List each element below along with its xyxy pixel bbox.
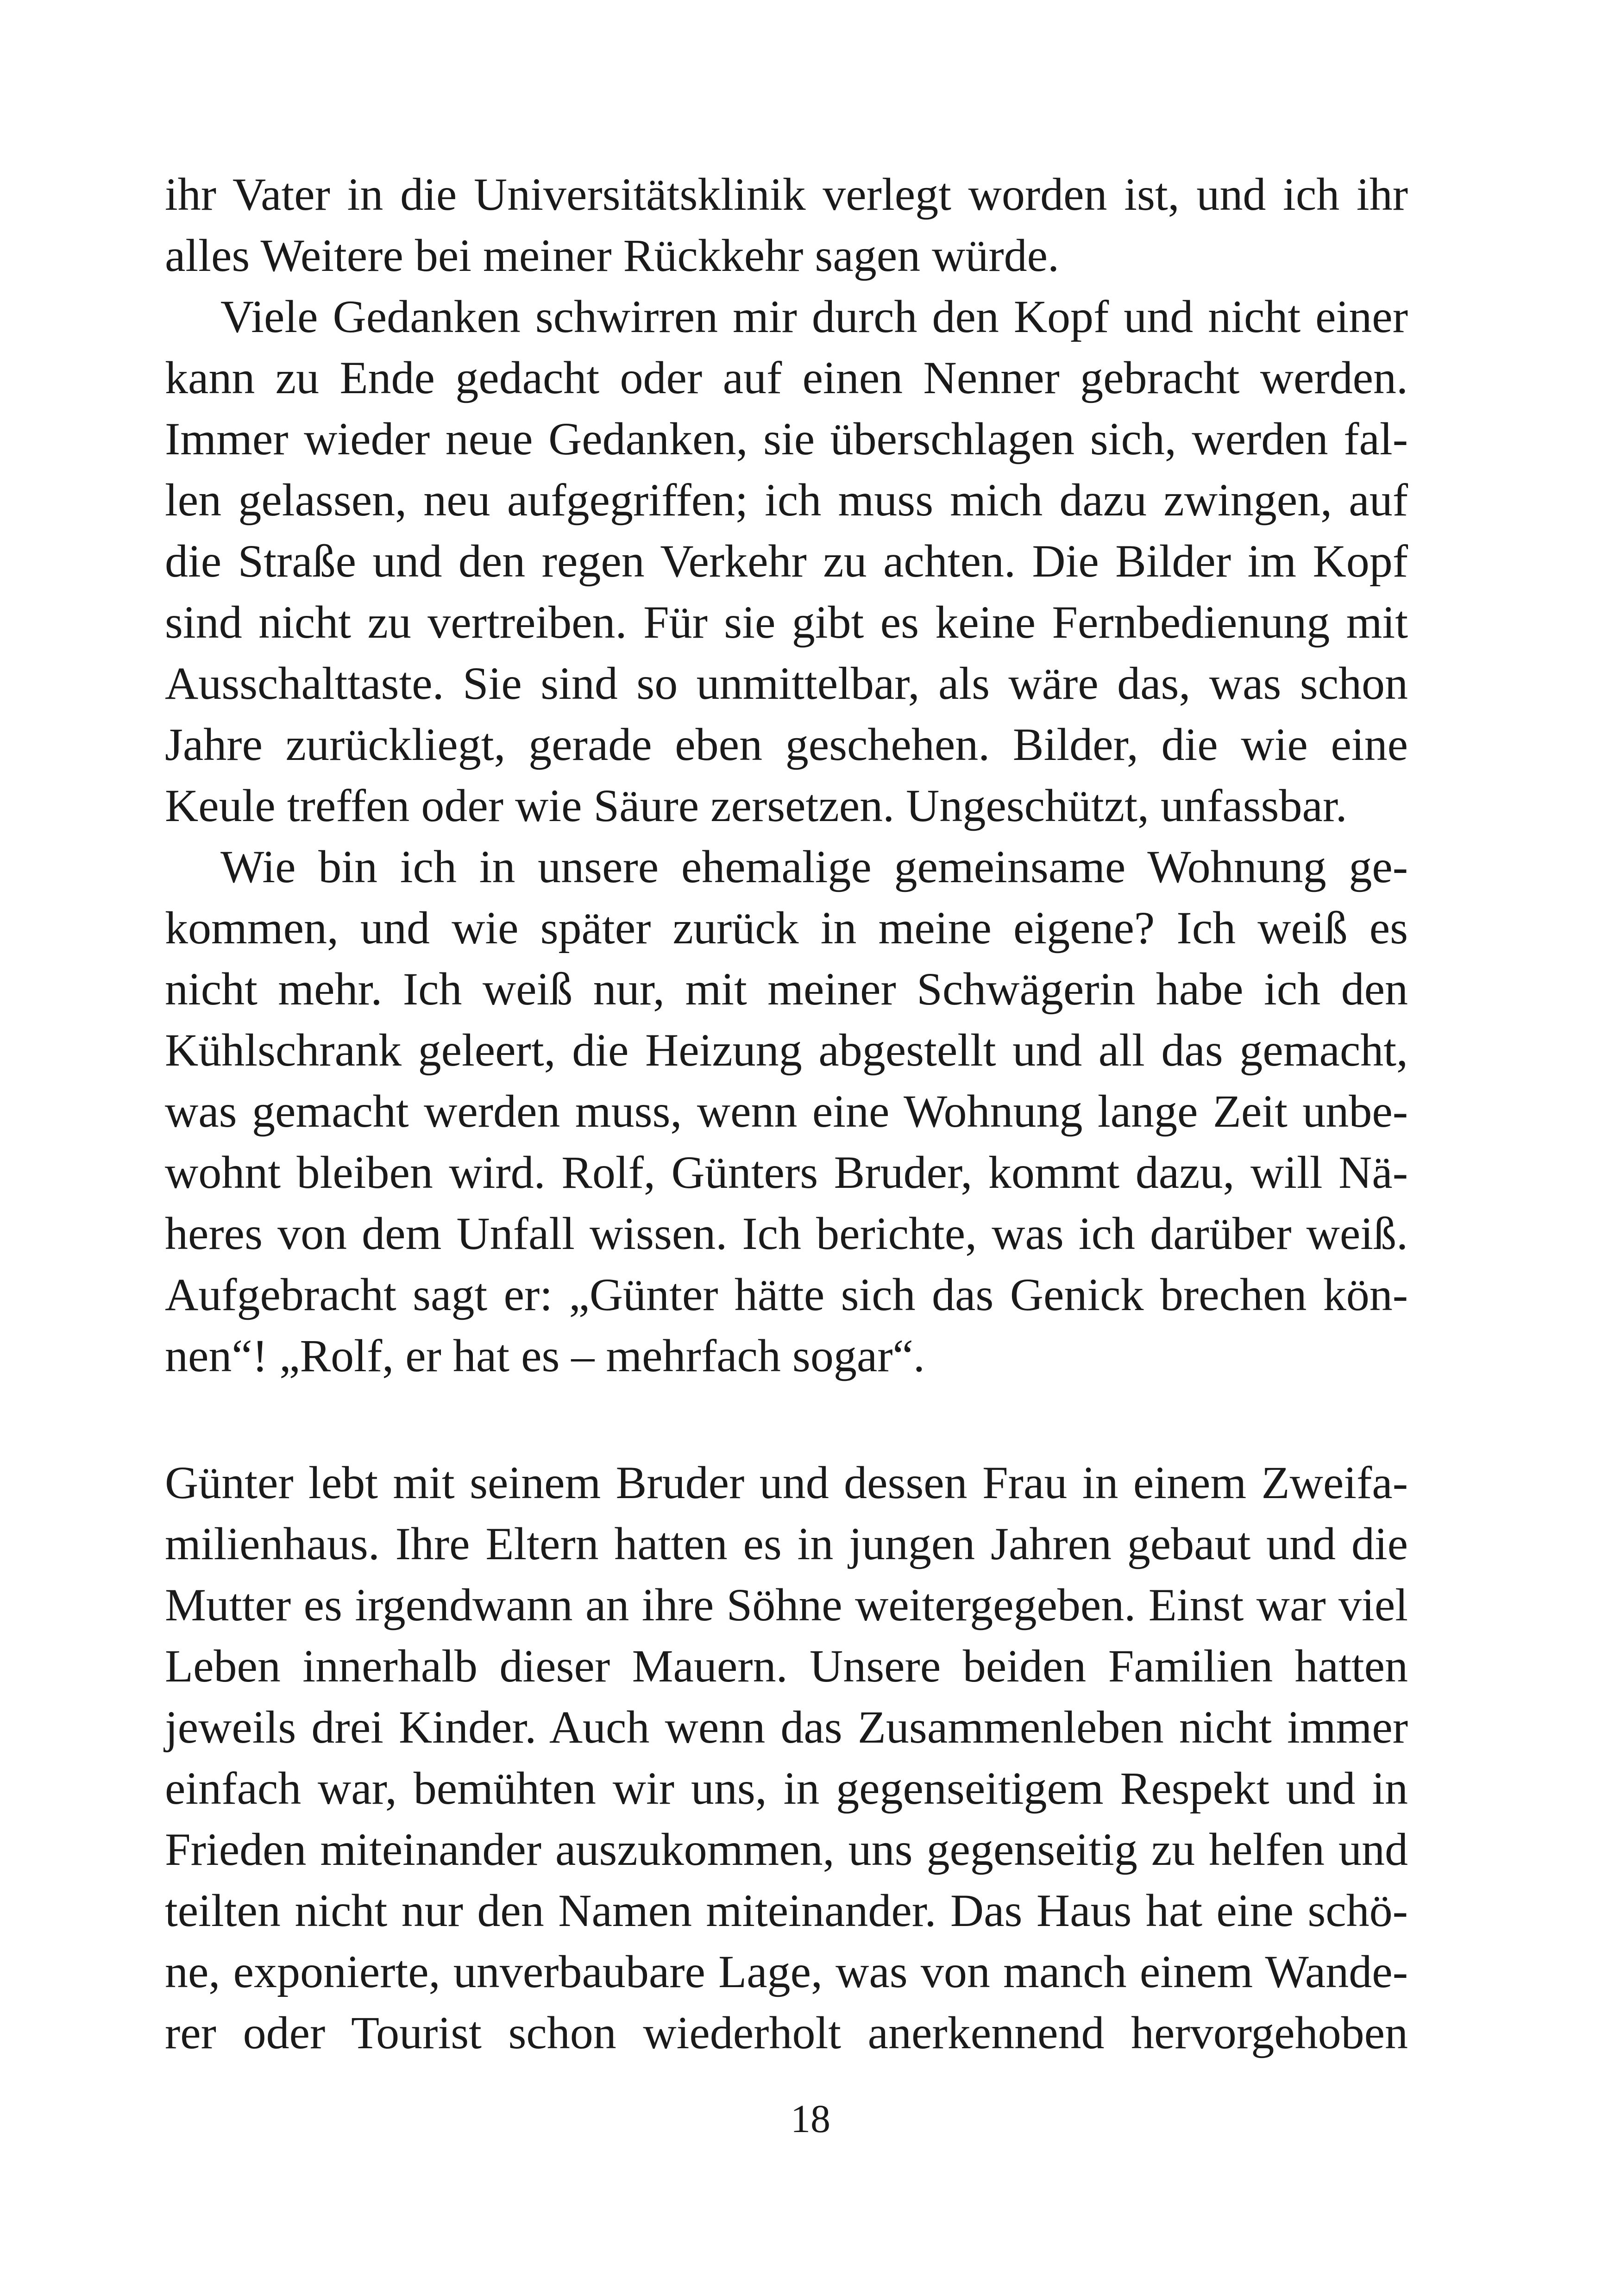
text-line: Ausschalttaste. Sie sind so unmittelbar, als wäre das, was schon xyxy=(165,658,1408,709)
text-line: ne, exponierte, unverbaubare Lage, was von manch einem Wande- xyxy=(165,1946,1408,1997)
text-line: nen“! „Rolf, er hat es – mehrfach sogar“. xyxy=(165,1330,925,1381)
text-line: Immer wieder neue Gedanken, sie überschlagen sich, werden fal- xyxy=(165,413,1408,464)
text-line: len gelassen, neu aufgegriffen; ich muss mich dazu zwingen, auf xyxy=(165,474,1408,526)
text-line: Kühlschrank geleert, die Heizung abgestellt und all das gemacht, xyxy=(165,1024,1408,1076)
text-line: heres von dem Unfall wissen. Ich berichte, was ich darüber weiß. xyxy=(165,1208,1408,1259)
page-number: 18 xyxy=(791,2096,830,2141)
text-section-1 xyxy=(165,164,1408,1386)
text-line: ihr Vater in die Universitätsklinik verlegt worden ist, und ich ihr xyxy=(165,169,1408,220)
text-line: sind nicht zu vertreiben. Für sie gibt es keine Fernbedienung mit xyxy=(165,596,1408,648)
text-line: die Straße und den regen Verkehr zu achten. Die Bilder im Kopf xyxy=(165,535,1408,587)
text-line: Keule treffen oder wie Säure zersetzen. Ungeschützt, unfassbar. xyxy=(165,780,1347,831)
text-line: einfach war, bemühten wir uns, in gegenseitigem Respekt und in xyxy=(165,1763,1408,1814)
text-line: Viele Gedanken schwirren mir durch den Kopf und nicht einer xyxy=(220,291,1408,342)
text-line: Aufgebracht sagt er: „Günter hätte sich das Genick brechen kön- xyxy=(165,1269,1408,1320)
text-section-2 xyxy=(165,1452,1408,2064)
text-line: Frieden miteinander auszukommen, uns gegenseitig zu helfen und xyxy=(165,1824,1408,1875)
text-line: Günter lebt mit seinem Bruder und dessen Frau in einem Zweifa- xyxy=(165,1457,1408,1508)
text-line: kann zu Ende gedacht oder auf einen Nenner gebracht werden. xyxy=(165,352,1408,403)
text-line: kommen, und wie später zurück in meine eigene? Ich weiß es xyxy=(165,902,1408,954)
text-line: Leben innerhalb dieser Mauern. Unsere beiden Familien hatten xyxy=(165,1640,1408,1692)
text-line: wohnt bleiben wird. Rolf, Günters Bruder, kommt dazu, will Nä- xyxy=(165,1147,1408,1198)
text-line: alles Weitere bei meiner Rückkehr sagen würde. xyxy=(165,230,1060,281)
text-line: Mutter es irgendwann an ihre Söhne weitergegeben. Einst war viel xyxy=(165,1579,1408,1631)
text-line: Jahre zurückliegt, gerade eben geschehen. Bilder, die wie eine xyxy=(165,719,1408,770)
text-line: nicht mehr. Ich weiß nur, mit meiner Schwägerin habe ich den xyxy=(165,963,1408,1015)
text-line: milienhaus. Ihre Eltern hatten es in jungen Jahren gebaut und die xyxy=(165,1518,1408,1569)
text-line: teilten nicht nur den Namen miteinander. Das Haus hat eine schö- xyxy=(165,1885,1408,1936)
text-line: jeweils drei Kinder. Auch wenn das Zusammenleben nicht immer xyxy=(165,1701,1408,1753)
text-line: rer oder Tourist schon wiederholt anerkennend hervorgehoben xyxy=(165,2007,1408,2058)
text-line: Wie bin ich in unsere ehemalige gemeinsame Wohnung ge- xyxy=(220,841,1408,892)
text-line: was gemacht werden muss, wenn eine Wohnung lange Zeit unbe- xyxy=(165,1085,1408,1137)
